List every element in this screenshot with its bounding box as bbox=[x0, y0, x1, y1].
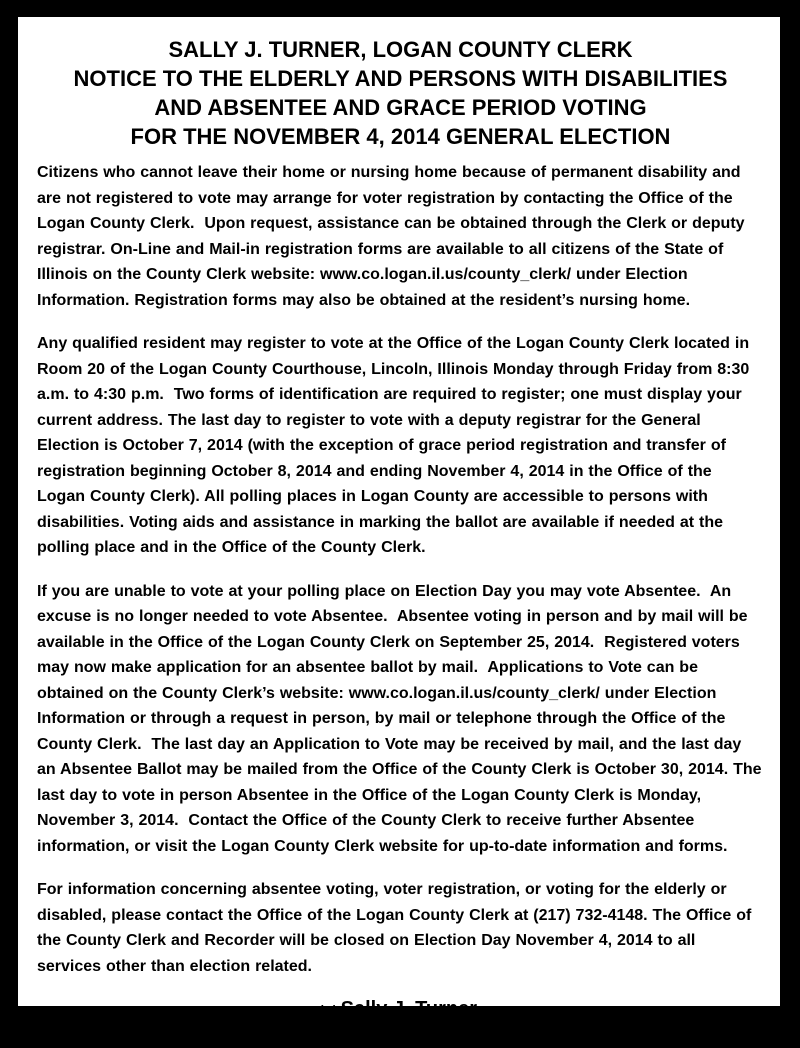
title-line-voting: AND ABSENTEE AND GRACE PERIOD VOTING bbox=[154, 95, 647, 120]
title-line-clerk-name: SALLY J. TURNER, LOGAN COUNTY CLERK bbox=[168, 37, 633, 62]
notice-page bbox=[18, 17, 780, 1046]
notice-title bbox=[37, 35, 764, 151]
paragraph-homebound-registration: Citizens who cannot leave their home or nursing home because of permanent disability and are not registered to vote may arrange for voter registration by contacting the Office of the Logan County Clerk. Upon request, assistance can be obtained through the Clerk or deputy registrar. On-Line and Mail-in registration forms are available to all citizens of the State of Illinois on the County Clerk website: www.co.logan.il.us/county_clerk/ under Election Information. Registration forms may also be obtained at the resident’s nursing home. bbox=[37, 164, 750, 309]
paragraph-contact-info: For information concerning absentee voting, voter registration, or voting for the elderly or disabled, please contact the Office of the Logan County Clerk at (217) 732-4148. The Office of the County Clerk and Recorder will be closed on Election Day November 4, 2014 to all services other than election related. bbox=[37, 881, 757, 975]
signature-block bbox=[37, 997, 764, 1048]
paragraph-absentee-voting: If you are unable to vote at your polling place on Election Day you may vote Absentee. An excuse is no longer needed to vote Absentee. Absentee voting in person and by mail will be available in the Office of the Logan County Clerk on September 25, 2014. Registered voters may now make application for an absentee ballot by mail. Applications to Vote can be obtained on the County Clerk’s website: www.co.logan.il.us/county_clerk/ under Election Information or through a request in person, by mail or telephone through the Office of the County Clerk. The last day an Application to Vote may be received by mail, and the last day an Absentee Ballot may be mailed from the Office of the County Clerk is October 30, 2014. The last day to vote in person Absentee in the Office of the Logan County Clerk is Monday, November 3, 2014. Contact the Office of the County Clerk to receive further Absentee information, or visit the Logan County Clerk website for up-to-date information and forms. bbox=[37, 582, 767, 855]
notice-body bbox=[37, 160, 767, 979]
title-line-election: FOR THE NOVEMBER 4, 2014 GENERAL ELECTION bbox=[130, 124, 671, 149]
title-line-notice: NOTICE TO THE ELDERLY AND PERSONS WITH DISABILITIES bbox=[73, 66, 728, 91]
signature-name: Sally J. Turner, bbox=[340, 998, 482, 1020]
paragraph-register-at-office: Any qualified resident may register to vote at the Office of the Logan County Clerk located in Room 20 of the Logan County Courthouse, Lincoln, Illinois Monday through Friday from 8:30 a.m. to 4:30 p.m. Two forms of identification are required to register; one must display your current address. The last day to register to vote with a deputy registrar for the General Election is October 7, 2014 (with the exception of grace period registration and transfer of registration beginning October 8, 2014 and ending November 4, 2014 in the Office of the Logan County Clerk). All polling places in Logan County are accessible to persons with disabilities. Voting aids and assistance in marking the ballot are available if needed at the polling place and in the Office of the County Clerk. bbox=[37, 335, 755, 556]
signature-name-line bbox=[37, 997, 764, 1023]
signature-title: Logan County Clerk bbox=[305, 1024, 496, 1046]
signature-s-mark: /s/ bbox=[319, 1002, 336, 1018]
